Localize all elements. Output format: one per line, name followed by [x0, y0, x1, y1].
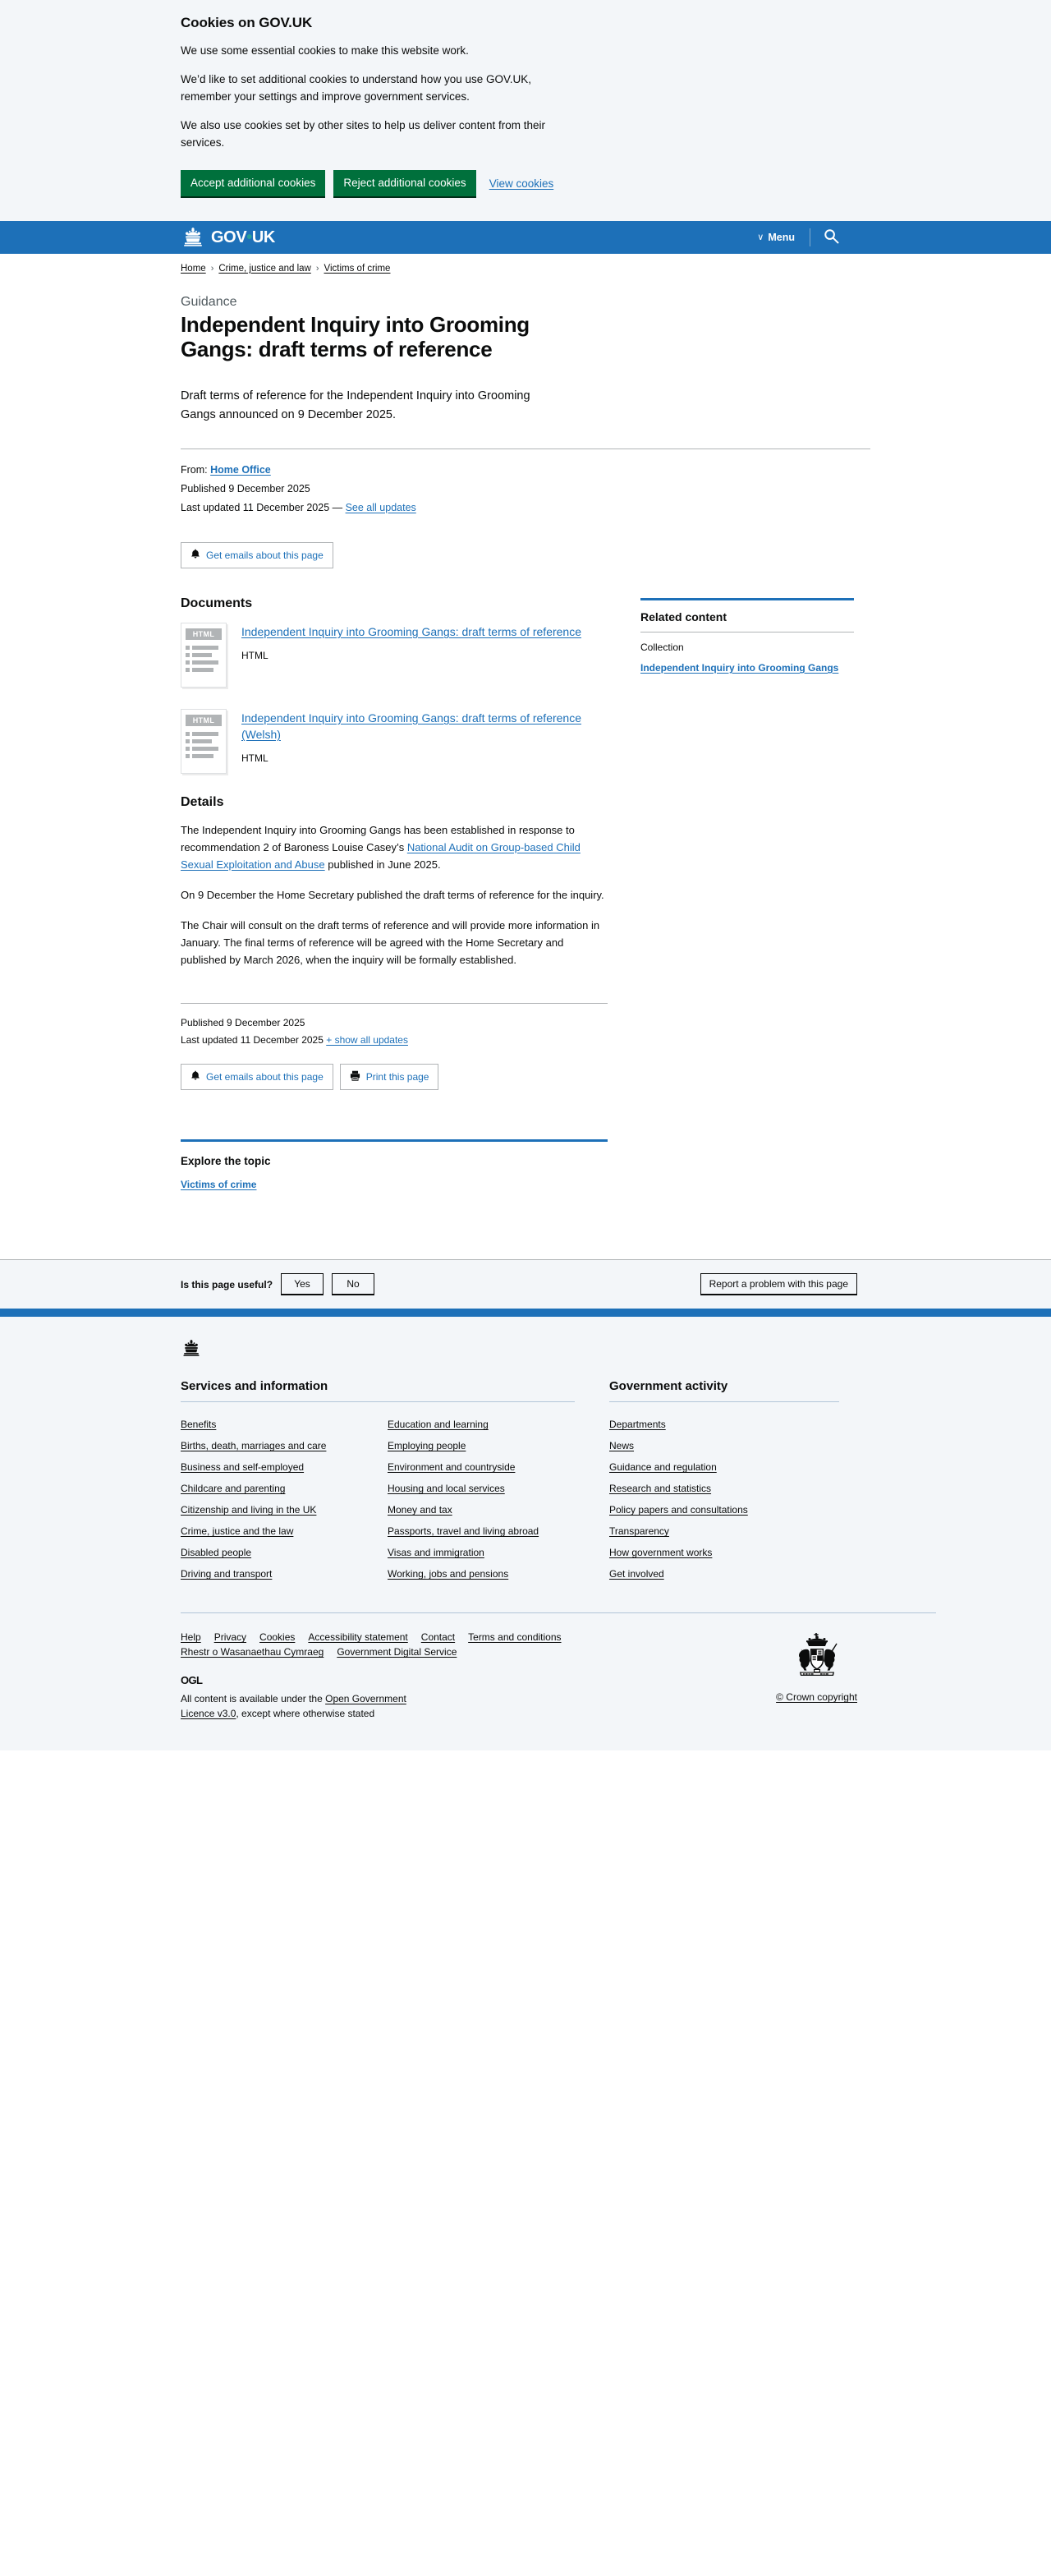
cookie-banner-paragraph-1: We use some essential cookies to make this website work. [181, 44, 469, 57]
page-header [115, 280, 936, 426]
footer-link-research-and-statistics[interactable]: Research and statistics [609, 1483, 712, 1495]
cookie-banner [0, 0, 1051, 221]
publication-footer-updated: Last updated 11 December 2025 [181, 1034, 327, 1046]
cookie-banner-heading: Cookies on GOV.UK [181, 15, 313, 30]
details-section [181, 795, 608, 968]
publication-footer [115, 1003, 936, 1090]
footer-link-crime-justice-and-the-law[interactable]: Crime, justice and the law [181, 1525, 294, 1538]
view-cookies-link[interactable]: View cookies [489, 177, 554, 191]
crown-copyright-link[interactable]: © Crown copyright [776, 1691, 857, 1704]
publication-footer-updated-row [181, 1032, 936, 1049]
breadcrumb-item-victims-of-crime[interactable]: Victims of crime [324, 263, 391, 274]
footer-link-passports-travel-and-living-abroad[interactable]: Passports, travel and living abroad [388, 1525, 539, 1538]
breadcrumb-separator: › [315, 263, 319, 274]
footer-link-housing-and-local-services[interactable]: Housing and local services [388, 1483, 505, 1495]
footer-activity-heading: Government activity [609, 1379, 728, 1394]
footer-activity-divider [609, 1401, 839, 1402]
last-updated-text: Last updated 11 December 2025 — [181, 501, 346, 513]
footer-meta-links-row-1 [181, 1631, 562, 1643]
html-document-thumbnail [181, 709, 227, 774]
get-emails-button-bottom[interactable] [181, 1064, 333, 1090]
footer-link-rhestr-o-wasanaethau-cymraeg[interactable]: Rhestr o Wasanaethau Cymraeg [181, 1646, 324, 1658]
footer-link-accessibility-statement[interactable]: Accessibility statement [308, 1631, 408, 1644]
document-format-label: HTML [241, 650, 268, 662]
feedback-question: Is this page useful? [181, 1278, 273, 1290]
page-lede: Draft terms of reference for the Independent Inquiry into Grooming Gangs announced on 9 December 2025. [181, 389, 530, 422]
footer-link-working-jobs-and-pensions[interactable]: Working, jobs and pensions [388, 1568, 509, 1580]
printer-icon [350, 1070, 360, 1083]
footer-link-environment-and-countryside[interactable]: Environment and countryside [388, 1461, 516, 1474]
report-a-problem-button[interactable]: Report a problem with this page [700, 1273, 857, 1295]
details-paragraph-1: The Independent Inquiry into Grooming Gangs has been established in response to recommendation 2 of Baroness Louise Casey’s National Audit on Group-based Child Sexual Exploitation and Abuse published in June 2025. [181, 823, 581, 871]
footer-link-guidance-and-regulation[interactable]: Guidance and regulation [609, 1461, 717, 1474]
main-content [115, 568, 936, 982]
print-this-page-button[interactable] [340, 1064, 439, 1090]
menu-button[interactable] [749, 228, 803, 246]
footer-link-policy-papers-and-consultations[interactable]: Policy papers and consultations [609, 1504, 748, 1516]
explore-the-topic [115, 1139, 936, 1192]
footer-services-links [181, 1414, 575, 1585]
footer-activity-links [609, 1414, 839, 1585]
feedback-no-button[interactable]: No [332, 1273, 374, 1295]
footer-link-departments[interactable]: Departments [609, 1419, 666, 1431]
details-paragraph-3: The Chair will consult on the draft terms of reference and will provide more information in January. The final terms of reference will be agreed with the Home Secretary and published by March 2026, when the inquiry will be formally established. [181, 919, 600, 967]
documents-heading: Documents [181, 596, 253, 610]
breadcrumb-separator: › [210, 263, 214, 274]
footer-link-government-digital-service[interactable]: Government Digital Service [337, 1646, 457, 1658]
footer-activity-column [609, 1379, 839, 1585]
footer-link-privacy[interactable]: Privacy [213, 1631, 247, 1644]
document-item [181, 623, 608, 688]
see-all-updates-link[interactable]: See all updates [345, 501, 416, 513]
footer-link-transparency[interactable]: Transparency [609, 1525, 669, 1538]
footer-link-births-death-marriages-and-care[interactable]: Births, death, marriages and care [181, 1440, 327, 1452]
published-date: Published 9 December 2025 [181, 482, 310, 494]
publication-metadata [115, 448, 936, 568]
header-actions [749, 225, 936, 250]
cookie-banner-paragraph-2: We’d like to set additional cookies to understand how you use GOV.UK, remember your settings and improve government services. [181, 72, 531, 103]
footer-link-childcare-and-parenting[interactable]: Childcare and parenting [181, 1483, 286, 1495]
footer-link-driving-and-transport[interactable]: Driving and transport [181, 1568, 273, 1580]
document-format-label: HTML [241, 752, 268, 765]
feedback-bar [0, 1259, 1051, 1309]
crown-icon [181, 228, 205, 247]
explore-heading: Explore the topic [181, 1155, 271, 1168]
get-emails-button-top[interactable] [181, 542, 333, 568]
ogl-logo: OGL [181, 1674, 203, 1687]
explore-topic-link[interactable]: Victims of crime [181, 1179, 257, 1191]
last-updated-row [181, 499, 936, 518]
footer-link-citizenship-and-living-in-the-uk[interactable]: Citizenship and living in the UK [181, 1504, 317, 1516]
details-paragraph-2: On 9 December the Home Secretary published the draft terms of reference for the inquiry. [181, 889, 604, 902]
footer-services-column [181, 1379, 575, 1585]
footer-link-help[interactable]: Help [181, 1631, 201, 1644]
footer-link-benefits[interactable]: Benefits [181, 1419, 217, 1431]
national-audit-link[interactable]: National Audit on Group-based Child Sexual Exploitation and Abuse [181, 840, 581, 871]
licence-statement: All content is available under the Open Government Licence v3.0, except where otherwise stated [181, 1693, 406, 1720]
chevron-down-icon: ∨ [757, 232, 764, 243]
bell-icon [190, 1070, 200, 1083]
search-button[interactable] [817, 225, 846, 250]
related-content-heading: Related content [640, 610, 727, 623]
cookie-banner-paragraph-3: We also use cookies set by other sites to help us deliver content from their services. [181, 118, 545, 149]
get-emails-button-bottom-label: Get emails about this page [206, 1071, 324, 1083]
footer-link-cookies[interactable]: Cookies [259, 1631, 296, 1644]
print-this-page-label: Print this page [365, 1071, 429, 1083]
details-heading: Details [181, 794, 224, 809]
from-organisation-link[interactable]: Home Office [210, 463, 271, 476]
from-label: From: [181, 463, 208, 476]
footer-link-terms-and-conditions[interactable]: Terms and conditions [468, 1631, 562, 1644]
cookie-banner-actions [181, 170, 936, 198]
document-title-link[interactable]: Independent Inquiry into Grooming Gangs: draft terms of reference (Welsh) [241, 711, 582, 742]
footer-link-employing-people[interactable]: Employing people [388, 1440, 466, 1452]
related-content-sidebar [640, 596, 854, 675]
bell-icon [190, 549, 200, 562]
related-content-kind: Collection [640, 641, 684, 653]
footer-link-visas-and-immigration[interactable]: Visas and immigration [388, 1547, 484, 1559]
footer-link-disabled-people[interactable]: Disabled people [181, 1547, 252, 1559]
page-title: Independent Inquiry into Grooming Gangs: draft terms of reference [181, 311, 530, 362]
site-footer [0, 1309, 1051, 1750]
publication-footer-published: Published 9 December 2025 [181, 1017, 305, 1029]
document-item [181, 709, 608, 774]
footer-link-money-and-tax[interactable]: Money and tax [388, 1504, 452, 1516]
documents-column [181, 596, 608, 982]
get-emails-button-label: Get emails about this page [206, 549, 324, 561]
html-document-thumbnail [181, 623, 227, 688]
footer-link-education-and-learning[interactable]: Education and learning [388, 1419, 489, 1431]
breadcrumb-item-home[interactable]: Home [181, 263, 206, 274]
govuk-wordmark: GOV•UK [211, 228, 275, 246]
footer-link-contact[interactable]: Contact [420, 1631, 456, 1644]
document-type-label: Guidance [181, 294, 237, 309]
open-government-licence-link[interactable]: Open Government Licence v3.0 [181, 1693, 406, 1720]
accept-additional-cookies-button[interactable]: Accept additional cookies [181, 170, 325, 198]
metadata-from-row [181, 461, 936, 480]
search-icon [824, 228, 839, 246]
show-all-updates-link[interactable]: + show all updates [326, 1034, 408, 1046]
thumbnail-format-badge: HTML [186, 628, 222, 640]
thumbnail-format-badge: HTML [186, 715, 222, 726]
breadcrumb [115, 254, 936, 280]
breadcrumb-item-crime-justice-and-law[interactable]: Crime, justice and law [218, 263, 311, 274]
related-content-link[interactable]: Independent Inquiry into Grooming Gangs [640, 661, 839, 674]
govuk-header [0, 221, 1051, 254]
footer-services-divider [181, 1401, 575, 1402]
reject-additional-cookies-button[interactable]: Reject additional cookies [333, 170, 475, 198]
feedback-yes-button[interactable]: Yes [281, 1273, 324, 1295]
footer-services-heading: Services and information [181, 1379, 328, 1394]
footer-crown-icon [181, 1340, 936, 1361]
menu-button-label: Menu [768, 231, 795, 243]
footer-bottom [181, 1612, 936, 1721]
footer-link-get-involved[interactable]: Get involved [609, 1568, 664, 1580]
govuk-logo-link[interactable] [181, 228, 275, 247]
royal-coat-of-arms-icon [776, 1631, 857, 1686]
footer-link-business-and-self-employed[interactable]: Business and self-employed [181, 1461, 305, 1474]
explore-divider [181, 1139, 608, 1142]
document-title-link[interactable]: Independent Inquiry into Grooming Gangs: draft terms of reference [241, 624, 582, 638]
footer-link-news[interactable]: News [609, 1440, 635, 1452]
footer-meta-links-row-2 [181, 1646, 562, 1658]
footer-link-how-government-works[interactable]: How government works [609, 1547, 713, 1559]
